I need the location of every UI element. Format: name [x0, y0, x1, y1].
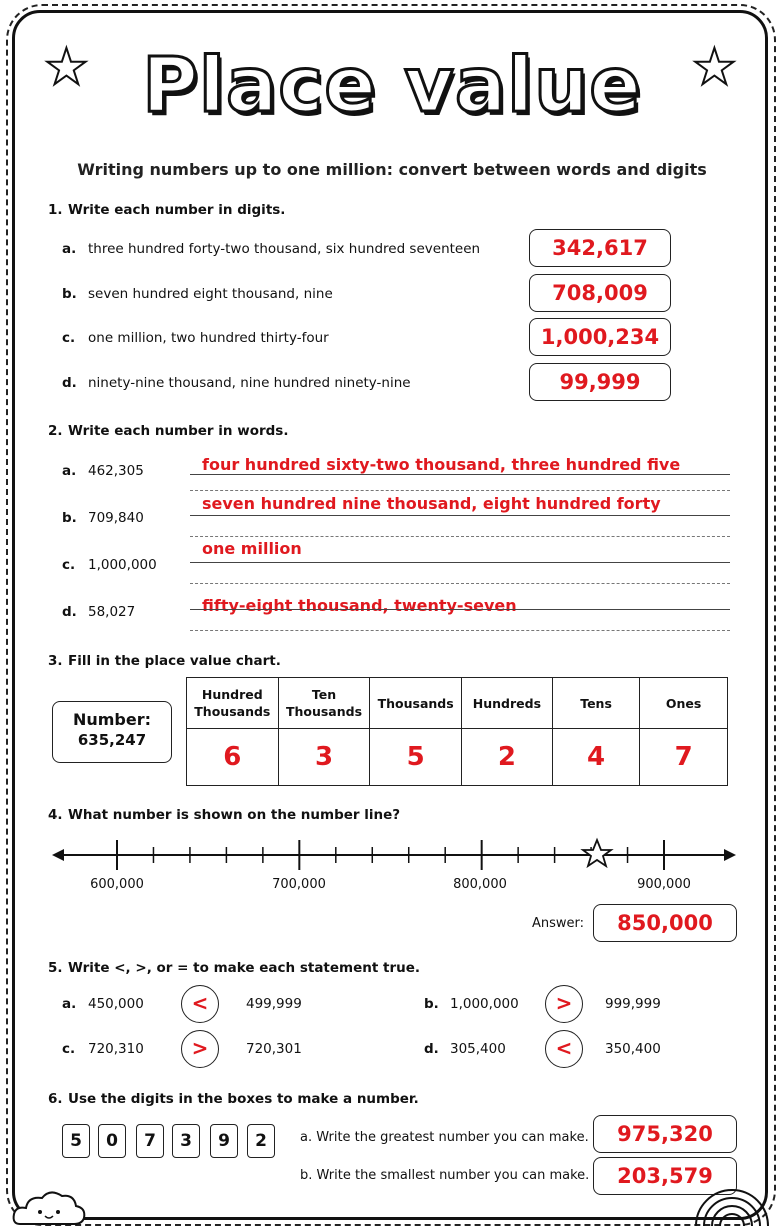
q3-heading [48, 653, 281, 669]
q2-number: 2. [48, 423, 63, 439]
star-icon-left: ★ [44, 38, 89, 96]
item-letter: c. [62, 557, 76, 573]
number-line-label: 900,000 [637, 877, 691, 892]
item-letter: b. [62, 510, 77, 526]
writing-guide-line [190, 630, 730, 631]
digit-box: 9 [210, 1124, 238, 1158]
item-text: seven hundred eight thousand, nine [88, 286, 333, 302]
header-hundreds: Hundreds [461, 678, 552, 729]
q5-item-d [424, 1041, 506, 1057]
q1-answer-b[interactable]: 708,009 [529, 274, 671, 312]
header-line: Ten [311, 687, 337, 702]
q2-answer-d[interactable]: fifty-eight thousand, twenty-seven [202, 596, 517, 615]
compare-right: 999,999 [605, 996, 661, 1012]
q1-item-a [62, 241, 480, 257]
item-letter: c. [62, 330, 76, 346]
rainbow-icon [690, 1176, 774, 1228]
compare-circle-c[interactable]: > [181, 1030, 219, 1068]
item-text: 709,840 [88, 510, 144, 526]
digit-box: 5 [62, 1124, 90, 1158]
compare-left: 720,310 [88, 1041, 144, 1057]
number-line-label: 800,000 [453, 877, 507, 892]
greatest-answer[interactable]: 975,320 [593, 1115, 737, 1153]
q4-heading-text: What number is shown on the number line? [68, 807, 401, 823]
item-text: three hundred forty-two thousand, six hundred seventeen [88, 241, 481, 257]
writing-line [190, 609, 730, 610]
q1-answer-d[interactable]: 99,999 [529, 363, 671, 401]
compare-circle-b[interactable]: > [545, 985, 583, 1023]
compare-right: 720,301 [246, 1041, 302, 1057]
compare-right: 499,999 [246, 996, 302, 1012]
q1-heading-text: Write each number in digits. [68, 202, 286, 218]
smallest-answer[interactable]: 203,579 [593, 1157, 737, 1195]
q1-item-b [62, 286, 333, 302]
compare-circle-d[interactable]: < [545, 1030, 583, 1068]
writing-guide-line [190, 583, 730, 584]
q5-heading-text: Write <, >, or = to make each statement true. [68, 960, 421, 976]
star-marker-icon [583, 840, 611, 866]
q1-item-d [62, 375, 411, 391]
arrow-right-icon [724, 849, 736, 861]
q2-answer-c[interactable]: one million [202, 539, 302, 558]
q2-item-d [62, 604, 135, 620]
q1-answer-c[interactable]: 1,000,234 [529, 318, 671, 356]
number-line [0, 830, 784, 880]
value-hundreds[interactable]: 2 [461, 729, 552, 786]
item-text: one million, two hundred thirty-four [88, 330, 329, 346]
q2-item-c [62, 557, 157, 573]
q2-heading [48, 423, 288, 439]
q3-number: 3. [48, 653, 63, 669]
q6-number: 6. [48, 1091, 63, 1107]
q4-number: 4. [48, 807, 63, 823]
q2-heading-text: Write each number in words. [68, 423, 289, 439]
q4-heading [48, 807, 400, 823]
page-subtitle: Writing numbers up to one million: convert between words and digits [77, 160, 707, 179]
greatest-prompt: a. Write the greatest number you can make. [300, 1130, 589, 1145]
q2-answer-a[interactable]: four hundred sixty-two thousand, three hundred five [202, 455, 681, 474]
item-letter: d. [62, 375, 77, 391]
header-tens: Tens [552, 678, 639, 729]
header-thousands: Thousands [370, 678, 462, 729]
header-line: Thousands [194, 704, 271, 719]
q1-answer-a[interactable]: 342,617 [529, 229, 671, 267]
place-value-chart [186, 677, 728, 786]
compare-left: 1,000,000 [450, 996, 519, 1012]
item-letter: b. [424, 996, 439, 1012]
q6-heading [48, 1091, 419, 1107]
item-letter: a. [62, 996, 77, 1012]
number-line-label: 700,000 [272, 877, 326, 892]
q5-item-b [424, 996, 519, 1012]
q4-answer[interactable]: 850,000 [593, 904, 737, 942]
compare-left: 450,000 [88, 996, 144, 1012]
value-ones[interactable]: 7 [640, 729, 728, 786]
compare-left: 305,400 [450, 1041, 506, 1057]
writing-line [190, 515, 730, 516]
q5-heading [48, 960, 420, 976]
star-icon-right: ★ [692, 38, 737, 96]
digit-box: 3 [172, 1124, 200, 1158]
item-letter: c. [62, 1041, 76, 1057]
header-ten-thousands [278, 678, 370, 729]
compare-circle-a[interactable]: < [181, 985, 219, 1023]
number-line-label: 600,000 [90, 877, 144, 892]
q2-item-b [62, 510, 144, 526]
header-line: Thousands [285, 704, 363, 719]
item-letter: a. [62, 463, 77, 479]
header-line: Hundred [201, 687, 263, 702]
header-ones: Ones [640, 678, 728, 729]
number-card-label: Number: [72, 710, 152, 729]
writing-line [190, 562, 730, 563]
digit-box: 7 [136, 1124, 164, 1158]
cloud-icon [10, 1186, 90, 1228]
arrow-left-icon [52, 849, 64, 861]
digit-box: 0 [98, 1124, 126, 1158]
item-text: 58,027 [88, 604, 136, 620]
item-letter: b. [62, 286, 77, 302]
item-text: 1,000,000 [88, 557, 157, 573]
item-text: ninety-nine thousand, nine hundred ninety-nine [88, 375, 411, 391]
answer-label: Answer: [532, 916, 585, 931]
number-card-value: 635,247 [77, 731, 147, 749]
q6-heading-text: Use the digits in the boxes to make a number. [68, 1091, 419, 1107]
number-card [52, 701, 172, 763]
item-text: 462,305 [88, 463, 144, 479]
q5-number: 5. [48, 960, 63, 976]
header-hundred-thousands [187, 678, 279, 729]
q1-number: 1. [48, 202, 63, 218]
digit-box: 2 [247, 1124, 275, 1158]
q5-item-c [62, 1041, 144, 1057]
writing-line [190, 474, 730, 475]
item-letter: d. [424, 1041, 439, 1057]
page-title: Place value [142, 40, 642, 129]
value-hundred-thousands[interactable]: 6 [187, 729, 279, 786]
q3-heading-text: Fill in the place value chart. [68, 653, 281, 669]
item-letter: a. [62, 241, 77, 257]
q2-item-a [62, 463, 144, 479]
q5-item-a [62, 996, 144, 1012]
writing-guide-line [190, 490, 730, 491]
smallest-prompt: b. Write the smallest number you can make. [300, 1168, 590, 1183]
value-thousands[interactable]: 5 [370, 729, 462, 786]
value-tens[interactable]: 4 [552, 729, 639, 786]
q2-answer-b[interactable]: seven hundred nine thousand, eight hundred forty [202, 494, 661, 513]
value-ten-thousands[interactable]: 3 [278, 729, 370, 786]
q1-item-c [62, 330, 329, 346]
item-letter: d. [62, 604, 77, 620]
compare-right: 350,400 [605, 1041, 661, 1057]
writing-guide-line [190, 536, 730, 537]
q1-heading [48, 202, 285, 218]
